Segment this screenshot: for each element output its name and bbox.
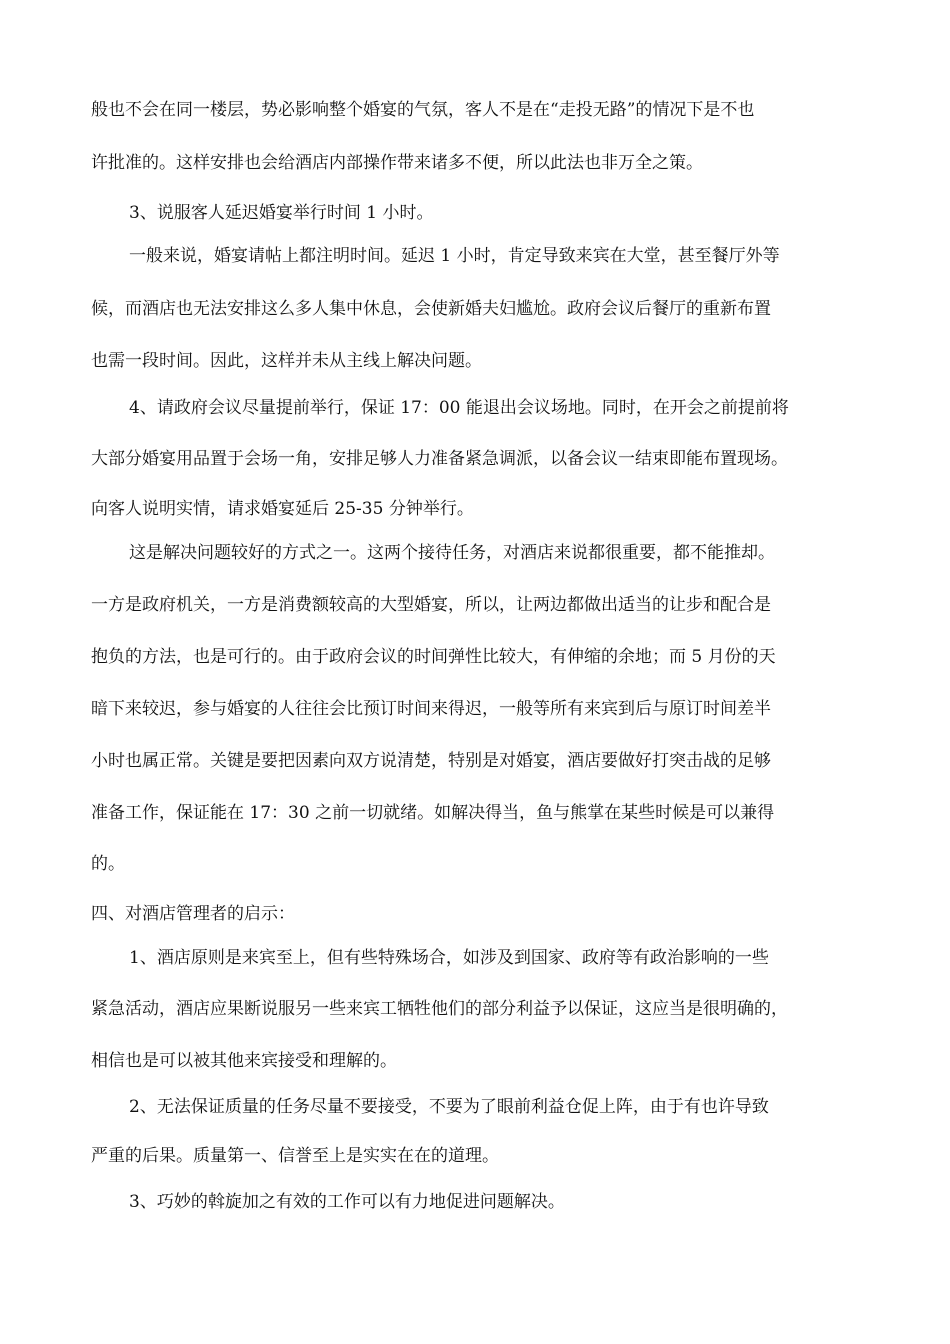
section-heading: 四、对酒店管理者的启示： xyxy=(91,904,295,924)
text-line: 暗下来较迟，参与婚宴的人往往会比预订时间来得迟，一般等所有来宾到后与原订时间差半 xyxy=(91,699,771,719)
text-line: 相信也是可以被其他来宾接受和理解的。 xyxy=(91,1051,397,1071)
text-line: 也需一段时间。因此，这样并未从主线上解决问题。 xyxy=(91,351,482,371)
text-line: 一般来说，婚宴请帖上都注明时间。延迟 1 小时，肯定导致来宾在大堂，甚至餐厅外等 xyxy=(129,246,780,266)
list-item-heading: 4、请政府会议尽量提前举行，保证 17：00 能退出会议场地。同时，在开会之前提前将 xyxy=(129,398,789,418)
text-line: 许批准的。这样安排也会给酒店内部操作带来诸多不便，所以此法也非万全之策。 xyxy=(91,153,703,173)
text-line: 候，而酒店也无法安排这么多人集中休息，会使新婚夫妇尴尬。政府会议后餐厅的重新布置 xyxy=(91,299,771,319)
text-line: 般也不会在同一楼层，势必影响整个婚宴的气氛，客人不是在“走投无路”的情况下是不也 xyxy=(91,100,755,120)
text-line: 的。 xyxy=(91,854,125,874)
text-line: 严重的后果。质量第一、信誉至上是实实在在的道理。 xyxy=(91,1146,499,1166)
text-line: 大部分婚宴用品置于会场一角，安排足够人力准备紧急调派，以备会议一结束即能布置现场。 xyxy=(91,449,788,469)
text-line: 抱负的方法，也是可行的。由于政府会议的时间弹性比较大，有伸缩的余地；而 5 月份的天 xyxy=(91,647,776,667)
text-line: 小时也属正常。关键是要把因素向双方说清楚，特别是对婚宴，酒店要做好打突击战的足够 xyxy=(91,751,771,771)
text-line: 这是解决问题较好的方式之一。这两个接待任务，对酒店来说都很重要，都不能推却。 xyxy=(129,543,775,563)
list-item-heading: 1、酒店原则是来宾至上，但有些特殊场合，如涉及到国家、政府等有政治影响的一些 xyxy=(129,948,769,968)
text-line: 紧急活动，酒店应果断说服另一些来宾工牺牲他们的部分利益予以保证，这应当是很明确的， xyxy=(91,999,788,1019)
text-line: 一方是政府机关，一方是消费额较高的大型婚宴，所以，让两边都做出适当的让步和配合是 xyxy=(91,595,771,615)
list-item-heading: 3、巧妙的斡旋加之有效的工作可以有力地促进问题解决。 xyxy=(129,1192,565,1212)
text-line: 向客人说明实情，请求婚宴延后 25-35 分钟举行。 xyxy=(91,499,474,519)
list-item-heading: 3、说服客人延迟婚宴举行时间 1 小时。 xyxy=(129,203,434,223)
text-line: 准备工作，保证能在 17：30 之前一切就绪。如解决得当，鱼与熊掌在某些时候是可以兼得 xyxy=(91,803,775,823)
list-item-heading: 2、无法保证质量的任务尽量不要接受，不要为了眼前利益仓促上阵，由于有也许导致 xyxy=(129,1097,769,1117)
